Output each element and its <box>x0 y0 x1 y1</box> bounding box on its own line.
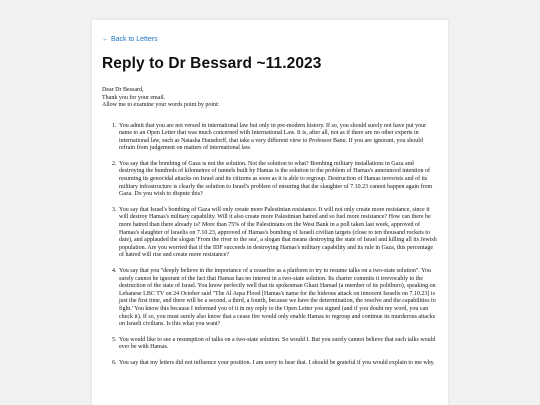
salutation: Dear Dr Bessard, <box>102 87 144 93</box>
point-item: 2. You say that the bombing of Gaza is not the solution. Not the solution to what? Bombing military installations in Gaza and destroying the hundreds of kilometres of tunnels built by Hamas is the solution to the problem of Hamas's announced intention of resuming its genocidal attacks on Israel and its citizens as soon as it is able to regroup. Destruction of Hamas terrorists and of its military infrastructure is clearly the solution to Israel's problem of ensuring that the slaughter of 7.10.23 cannot happen again from Gaza. Do you wish to dispute this? <box>118 161 438 199</box>
intro-line: Thank you for your email. <box>102 94 166 101</box>
document-content <box>92 20 448 368</box>
point-item: 1. You admit that you are not versed in international law but only in pre-modern history. If so, you should surely not have put your name to an Open Letter that was much concerned with International Law. It is, after all, not as if there are no other experts in international law, such as Natasha Hausdorff, that take a very different view to Professor Banu. If you are ignorant, you should refrain from judgement on matters of international law. <box>118 123 438 153</box>
document-page <box>92 20 448 405</box>
back-to-letters-link[interactable]: ← Back to Letters <box>102 36 158 43</box>
points-list <box>102 123 438 368</box>
point-item: 3. You say that Israel's bombing of Gaza will only create more Palestinian resistance. It will not only create more resistance, since it will destroy Hamas's military capability. Will it also create more Palestinian hatred and so fuel more resistance? How can there be more hatred than there already is? More than 75% of the Palestinians on the West Bank in a poll taken last week, approved of Hamas's slaughter of Israelis on 7.10.23, approved of Hamas's bombing of Israeli civilian targets (close to ten thousand rockets to date), and applauded the slogan 'From the river to the sea', a slogan that means destroying the state of Israel and killing all its Jewish population. Are you worried that if the IDF succeeds in destroying Hamas's military capability and its rule in Gaza, this percentage of hatred will rise and create more resistance? <box>118 207 438 260</box>
letter-intro <box>102 87 438 110</box>
point-item: 5. You would like to see a resumption of talks on a two-state solution. So would I. But you surely cannot believe that such talks would ever be with Hamas. <box>118 337 438 352</box>
point-item: 6. You say that my letters did not influence your position. I am sorry to hear that. I should be grateful if you would explain to me why. <box>118 360 438 368</box>
point-item: 4. You say that you "deeply believe in the importance of a ceasefire as a platform to try to resume talks on a two-state solution". You surely cannot be ignorant of the fact that Hamas has no interest in a two-state solution. Its charter commits it irrevocably to the destruction of the state of Israel. You know perfectly well that its spokesman Ghazi Hamad (a member of its politburo), speaking on Lebanese LBC TV on 24 October said "The Al Aqsa Flood [Hamas's name for the hideous attack on innocent Israelis on 7.10.23] is just the first time, and there will be a second, a third, a fourth, because we have the determination, the resolve and the capabilities to fight.' You know this because I informed you of it in my reply to the Open Letter you signed (and if you doubt my word, you can check it). If so, you must surely also know that a cease fire would only enable Hamas to regroup and continue its murderous attacks on Israeli civilians. Is this what you want? <box>118 268 438 329</box>
intro-line: Allow me to examine your words point by point: <box>102 102 220 108</box>
page-title: Reply to Dr Bessard ~11.2023 <box>102 55 322 72</box>
